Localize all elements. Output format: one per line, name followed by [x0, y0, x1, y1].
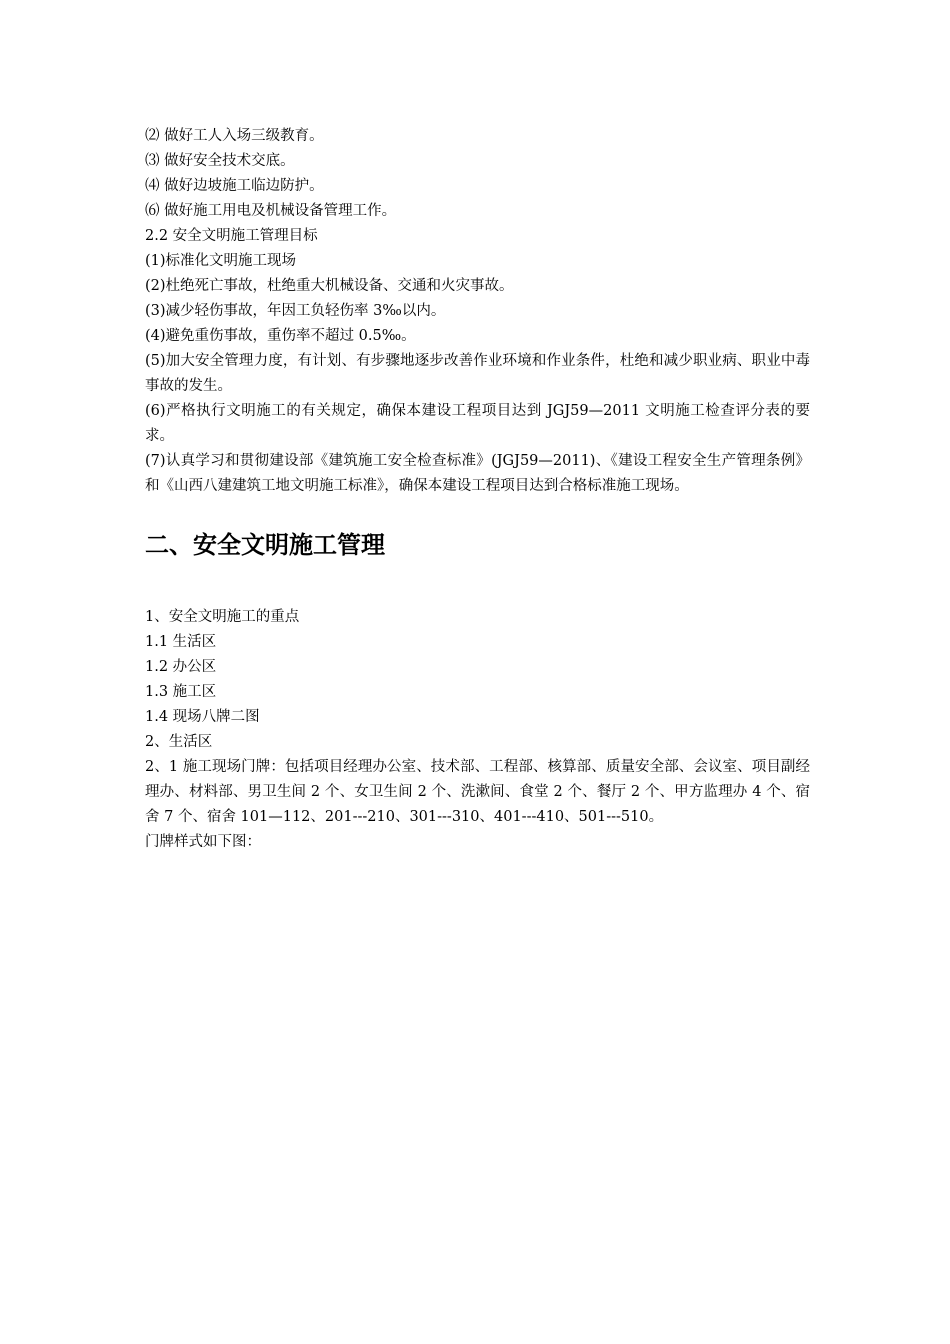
- list-item: ⑹ 做好施工用电及机械设备管理工作。: [145, 203, 397, 219]
- list-item: 1.2 办公区: [145, 659, 217, 675]
- section-heading: 二、安全文明施工管理: [145, 531, 385, 559]
- list-item: 2、生活区: [145, 734, 213, 750]
- list-item: ⑵ 做好工人入场三级教育。: [145, 128, 324, 144]
- list-item: 2、1 施工现场门牌：包括项目经理办公室、技术部、工程部、核算部、质量安全部、会议室、项目副经理办、材料部、男卫生间 2 个、女卫生间 2 个、洗漱间、食堂 2 个、餐厅 2 个、甲方监理办 4 个、宿舍 7 个、宿舍 101—112、201---210、301---310、401---410、501---510。: [145, 759, 810, 825]
- list-item: (3)减少轻伤事故，年因工负轻伤率 3‰以内。: [145, 303, 446, 319]
- list-item: 1.4 现场八牌二图: [145, 709, 260, 725]
- list-item: (7)认真学习和贯彻建设部《建筑施工安全检查标准》(JGJ59—2011)、《建设工程安全生产管理条例》和《山西八建建筑工地文明施工标准》，确保本建设工程项目达到合格标准施工现场。: [145, 453, 810, 494]
- list-item: (6)严格执行文明施工的有关规定，确保本建设工程项目达到 JGJ59—2011 文明施工检查评分表的要求。: [145, 403, 810, 444]
- list-item: 1、安全文明施工的重点: [145, 609, 300, 625]
- subsection-title: 2.2 安全文明施工管理目标: [145, 228, 318, 244]
- list-item: ⑶ 做好安全技术交底。: [145, 153, 295, 169]
- list-item: ⑷ 做好边坡施工临边防护。: [145, 178, 324, 194]
- list-item: (4)避免重伤事故，重伤率不超过 0.5‰。: [145, 328, 416, 344]
- list-item: (1)标准化文明施工现场: [145, 253, 297, 269]
- section-management: [145, 605, 810, 855]
- list-item: 1.3 施工区: [145, 684, 217, 700]
- section-targets: [145, 124, 810, 499]
- list-item: 门牌样式如下图：: [145, 834, 261, 850]
- list-item: (2)杜绝死亡事故，杜绝重大机械设备、交通和火灾事故。: [145, 278, 514, 294]
- list-item: (5)加大安全管理力度，有计划、有步骤地逐步改善作业环境和作业条件，杜绝和减少职业病、职业中毒事故的发生。: [145, 353, 810, 394]
- list-item: 1.1 生活区: [145, 634, 217, 650]
- document-body: [145, 124, 810, 855]
